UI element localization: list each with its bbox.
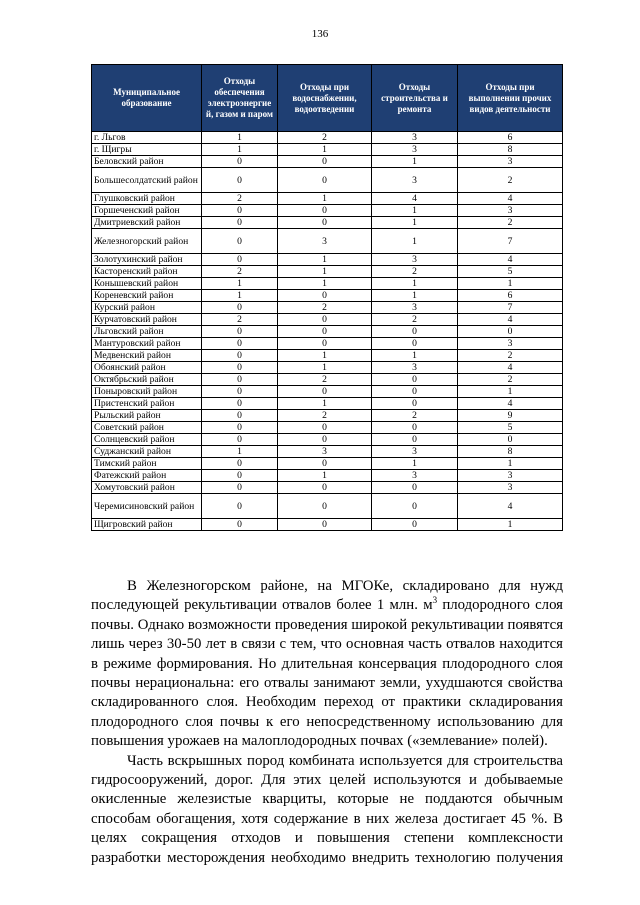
value-cell: 0 <box>202 470 278 482</box>
value-cell: 4 <box>458 494 563 519</box>
value-cell: 0 <box>278 217 372 229</box>
value-cell: 1 <box>372 290 458 302</box>
value-cell: 2 <box>202 193 278 205</box>
value-cell: 2 <box>202 266 278 278</box>
value-cell: 0 <box>278 168 372 193</box>
table-header-row <box>92 65 563 132</box>
region-name-cell: Курский район <box>92 302 202 314</box>
value-cell: 0 <box>372 398 458 410</box>
value-cell: 2 <box>372 410 458 422</box>
value-cell: 1 <box>458 458 563 470</box>
value-cell: 1 <box>202 290 278 302</box>
table-row <box>92 362 563 374</box>
value-cell: 5 <box>458 266 563 278</box>
value-cell: 0 <box>278 314 372 326</box>
header-water-waste: Отходы при водоснабжении, водоотведении <box>278 65 372 132</box>
value-cell: 0 <box>202 168 278 193</box>
value-cell: 2 <box>278 132 372 144</box>
paragraph-1-sup: 3 <box>432 595 438 606</box>
value-cell: 3 <box>372 302 458 314</box>
value-cell: 1 <box>278 144 372 156</box>
value-cell: 1 <box>278 254 372 266</box>
value-cell: 3 <box>372 168 458 193</box>
table-row <box>92 314 563 326</box>
table-body <box>92 132 563 531</box>
region-name-cell: Рыльский район <box>92 410 202 422</box>
region-name-cell: Солнцевский район <box>92 434 202 446</box>
table-row <box>92 229 563 254</box>
value-cell: 1 <box>458 278 563 290</box>
table-row <box>92 446 563 458</box>
region-name-cell: Курчатовский район <box>92 314 202 326</box>
value-cell: 4 <box>372 193 458 205</box>
value-cell: 0 <box>458 326 563 338</box>
value-cell: 3 <box>458 156 563 168</box>
value-cell: 1 <box>202 446 278 458</box>
region-name-cell: г. Щигры <box>92 144 202 156</box>
value-cell: 2 <box>278 302 372 314</box>
value-cell: 0 <box>278 434 372 446</box>
value-cell: 0 <box>278 326 372 338</box>
table-row <box>92 494 563 519</box>
value-cell: 2 <box>458 217 563 229</box>
region-name-cell: Суджанский район <box>92 446 202 458</box>
value-cell: 0 <box>202 254 278 266</box>
value-cell: 1 <box>458 386 563 398</box>
header-other-waste: Отходы при выполнении прочих видов деятельности <box>458 65 563 132</box>
value-cell: 0 <box>202 326 278 338</box>
value-cell: 2 <box>372 266 458 278</box>
value-cell: 0 <box>458 434 563 446</box>
value-cell: 1 <box>372 278 458 290</box>
region-name-cell: Хомутовский район <box>92 482 202 494</box>
table-row <box>92 193 563 205</box>
value-cell: 0 <box>372 434 458 446</box>
table-row <box>92 302 563 314</box>
header-energy-waste: Отходы обеспечения электроэнергие й, газом и паром <box>202 65 278 132</box>
value-cell: 0 <box>202 482 278 494</box>
region-name-cell: Октябрьский район <box>92 374 202 386</box>
value-cell: 0 <box>278 338 372 350</box>
table-row <box>92 205 563 217</box>
value-cell: 0 <box>278 458 372 470</box>
value-cell: 3 <box>372 254 458 266</box>
value-cell: 3 <box>458 470 563 482</box>
value-cell: 2 <box>458 374 563 386</box>
region-name-cell: Беловский район <box>92 156 202 168</box>
region-name-cell: Обоянский район <box>92 362 202 374</box>
value-cell: 0 <box>278 494 372 519</box>
region-name-cell: Пристенский район <box>92 398 202 410</box>
value-cell: 3 <box>372 132 458 144</box>
value-cell: 0 <box>202 494 278 519</box>
value-cell: 1 <box>278 193 372 205</box>
table-row <box>92 386 563 398</box>
region-name-cell: Тимский район <box>92 458 202 470</box>
region-name-cell: г. Льгов <box>92 132 202 144</box>
value-cell: 3 <box>278 229 372 254</box>
value-cell: 2 <box>202 314 278 326</box>
value-cell: 3 <box>278 446 372 458</box>
header-construction-waste: Отходы строительства и ремонта <box>372 65 458 132</box>
value-cell: 0 <box>372 519 458 531</box>
page-number: 136 <box>311 28 329 40</box>
value-cell: 1 <box>278 278 372 290</box>
value-cell: 0 <box>278 422 372 434</box>
table-row <box>92 278 563 290</box>
value-cell: 2 <box>458 168 563 193</box>
header-municipality: Муниципальное образование <box>92 65 202 132</box>
value-cell: 1 <box>202 132 278 144</box>
table-row <box>92 217 563 229</box>
table-row <box>92 266 563 278</box>
table-row <box>92 434 563 446</box>
region-name-cell: Мантуровский район <box>92 338 202 350</box>
table-row <box>92 326 563 338</box>
table-row <box>92 422 563 434</box>
table-row <box>92 254 563 266</box>
value-cell: 0 <box>202 410 278 422</box>
value-cell: 2 <box>372 314 458 326</box>
region-name-cell: Горшеченский район <box>92 205 202 217</box>
region-name-cell: Кореневский район <box>92 290 202 302</box>
value-cell: 3 <box>372 362 458 374</box>
region-name-cell: Черемисиновский район <box>92 494 202 519</box>
value-cell: 0 <box>202 217 278 229</box>
value-cell: 0 <box>202 338 278 350</box>
value-cell: 6 <box>458 290 563 302</box>
table-row <box>92 519 563 531</box>
value-cell: 3 <box>372 144 458 156</box>
value-cell: 0 <box>278 519 372 531</box>
value-cell: 4 <box>458 254 563 266</box>
value-cell: 1 <box>372 156 458 168</box>
table-row <box>92 290 563 302</box>
value-cell: 3 <box>372 470 458 482</box>
paragraph-1 <box>91 577 563 752</box>
waste-table <box>91 64 563 531</box>
region-name-cell: Глушковский район <box>92 193 202 205</box>
value-cell: 1 <box>372 205 458 217</box>
value-cell: 1 <box>278 266 372 278</box>
table-row <box>92 374 563 386</box>
region-name-cell: Конышевский район <box>92 278 202 290</box>
value-cell: 1 <box>372 458 458 470</box>
value-cell: 1 <box>372 350 458 362</box>
value-cell: 0 <box>372 386 458 398</box>
value-cell: 3 <box>458 338 563 350</box>
value-cell: 0 <box>372 422 458 434</box>
value-cell: 0 <box>202 434 278 446</box>
value-cell: 0 <box>202 350 278 362</box>
value-cell: 0 <box>278 290 372 302</box>
table-row <box>92 168 563 193</box>
value-cell: 4 <box>458 398 563 410</box>
region-name-cell: Дмитриевский район <box>92 217 202 229</box>
table-row <box>92 338 563 350</box>
table-row <box>92 470 563 482</box>
table-row <box>92 132 563 144</box>
value-cell: 9 <box>458 410 563 422</box>
value-cell: 8 <box>458 144 563 156</box>
value-cell: 0 <box>202 386 278 398</box>
value-cell: 2 <box>278 374 372 386</box>
value-cell: 1 <box>458 519 563 531</box>
value-cell: 8 <box>458 446 563 458</box>
body-text <box>91 577 563 868</box>
value-cell: 4 <box>458 314 563 326</box>
table-row <box>92 482 563 494</box>
value-cell: 0 <box>202 205 278 217</box>
value-cell: 1 <box>278 470 372 482</box>
region-name-cell: Льговский район <box>92 326 202 338</box>
value-cell: 2 <box>458 350 563 362</box>
value-cell: 1 <box>202 144 278 156</box>
paragraph-1-start: В Железногорском районе, на МГОКе, складировано для нужд последующей рекультивации отвалов более 1 млн. м <box>91 578 563 614</box>
value-cell: 0 <box>372 338 458 350</box>
value-cell: 3 <box>458 482 563 494</box>
value-cell: 1 <box>278 350 372 362</box>
region-name-cell: Большесолдатский район <box>92 168 202 193</box>
region-name-cell: Золотухинский район <box>92 254 202 266</box>
table-row <box>92 350 563 362</box>
value-cell: 7 <box>458 229 563 254</box>
paragraph-2: Часть вскрышных пород комбината используется для строительства гидросооружений, дорог. Для этих целей используются и добываемые окисленные железистые кварциты, которые не поддаются обычным способам обогащения, хотя содержание в них железа достигает 45 %. В целях сокращения отходов и повышения степени комплексности разработки месторождения необходимо внедрить технологию получения <box>91 752 563 866</box>
region-name-cell: Фатежский район <box>92 470 202 482</box>
value-cell: 0 <box>278 482 372 494</box>
value-cell: 0 <box>372 326 458 338</box>
table-row <box>92 398 563 410</box>
region-name-cell: Щигровский район <box>92 519 202 531</box>
value-cell: 0 <box>202 302 278 314</box>
value-cell: 0 <box>278 386 372 398</box>
value-cell: 6 <box>458 132 563 144</box>
value-cell: 2 <box>278 410 372 422</box>
value-cell: 0 <box>372 494 458 519</box>
value-cell: 4 <box>458 193 563 205</box>
value-cell: 0 <box>202 519 278 531</box>
table-row <box>92 156 563 168</box>
value-cell: 1 <box>278 362 372 374</box>
value-cell: 0 <box>278 156 372 168</box>
value-cell: 0 <box>202 156 278 168</box>
region-name-cell: Касторенский район <box>92 266 202 278</box>
table-row <box>92 410 563 422</box>
value-cell: 1 <box>202 278 278 290</box>
value-cell: 0 <box>278 205 372 217</box>
value-cell: 0 <box>372 482 458 494</box>
region-name-cell: Поныровский район <box>92 386 202 398</box>
value-cell: 1 <box>372 217 458 229</box>
value-cell: 1 <box>372 229 458 254</box>
value-cell: 0 <box>202 362 278 374</box>
table-row <box>92 458 563 470</box>
region-name-cell: Советский район <box>92 422 202 434</box>
paragraph-1-end: плодородного слоя почвы. Однако возможности проведения широкой рекультивации появятся лишь через 30-50 лет в связи с тем, что основная часть отвалов находится в режиме формирования. Но длительная консервация плодородного слоя почвы нерациональна: его отвалы занимают земли, ухудшаются свойства складированного слоя. Необходим переход от практики складирования плодородного слоя почвы к его непосредственному использованию для повышения урожаев на малоплодородных почвах («землевание» полей). <box>91 597 563 750</box>
value-cell: 3 <box>372 446 458 458</box>
region-name-cell: Железногорский район <box>92 229 202 254</box>
value-cell: 0 <box>202 398 278 410</box>
value-cell: 7 <box>458 302 563 314</box>
value-cell: 0 <box>202 422 278 434</box>
value-cell: 0 <box>202 458 278 470</box>
region-name-cell: Медвенский район <box>92 350 202 362</box>
value-cell: 0 <box>202 374 278 386</box>
value-cell: 3 <box>458 205 563 217</box>
table-row <box>92 144 563 156</box>
value-cell: 4 <box>458 362 563 374</box>
value-cell: 1 <box>278 398 372 410</box>
value-cell: 5 <box>458 422 563 434</box>
value-cell: 0 <box>372 374 458 386</box>
value-cell: 0 <box>202 229 278 254</box>
